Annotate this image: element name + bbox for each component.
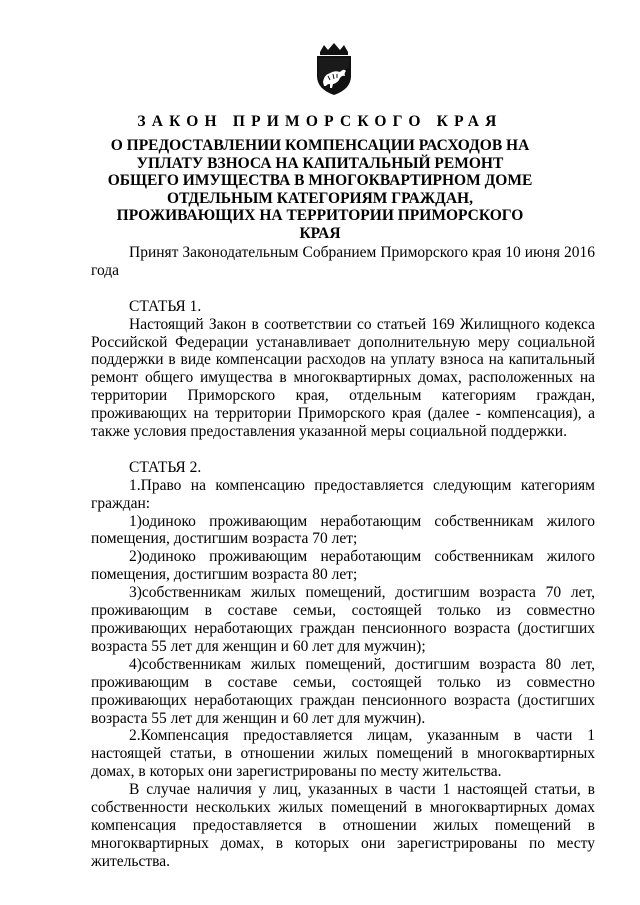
document-body <box>91 244 595 871</box>
article-2-item-4: 4)собственникам жилых помещений, достигшим возраста 80 лет, проживающим в составе семьи, состоящей только из совместно проживающих неработающих граждан пенсионного возраста (достигших возраста 55 лет для женщин и 60 лет для мужчин). <box>91 655 595 727</box>
article-2-heading: СТАТЬЯ 2. <box>129 458 202 476</box>
article-2-item-2: 2)одиноко проживающим неработающим собственникам жилого помещения, достигшим возраста 80 лет; <box>91 548 595 584</box>
article-1-text: Настоящий Закон в соответствии со статьей 169 Жилищного кодекса Российской Федерации устанавливает дополнительную меру социальной поддержки в виде компенсации расходов на уплату взноса на капитальный ремонт общего имущества в многоквартирных домах, расположенных на территории Приморского края, отдельным категориям граждан, проживающих на территории Приморского края (далее - компенсация), а также условия предоставления указанной меры социальной поддержки. <box>91 315 595 441</box>
article-1-heading: СТАТЬЯ 1. <box>129 297 202 315</box>
article-2-part-2-extra: В случае наличия у лиц, указанных в части 1 настоящей статьи, в собственности нескольких жилых помещений в многоквартирных домах компенсация предоставляется в отношении жилых помещений в многоквартирных домах, в которых они зарегистрированы по месту жительства. <box>91 781 595 870</box>
adoption-note: Принят Законодательным Собранием Приморского края 10 июня 2016 года <box>91 244 595 279</box>
article-2-part-2: 2.Компенсация предоставляется лицам, указанным в части 1 настоящей статьи, в отношении жилых помещений в многоквартирных домах, в которых они зарегистрированы по месту жительства. <box>91 727 595 781</box>
article-2-item-3: 3)собственникам жилых помещений, достигшим возраста 70 лет, проживающим в составе семьи, состоящей только из совместно проживающих неработающих граждан пенсионного возраста (достигших возраста 55 лет для женщин и 60 лет для мужчин); <box>91 584 595 655</box>
law-subtitle: О ПРЕДОСТАВЛЕНИИ КОМПЕНСАЦИИ РАСХОДОВ НА УПЛАТУ ВЗНОСА НА КАПИТАЛЬНЫЙ РЕМОНТ ОБЩЕГО ИМУЩЕСТВА В МНОГОКВАРТИРНОМ ДОМЕ ОТДЕЛЬНЫМ КАТЕГОРИЯМ ГРАЖДАН, ПРОЖИВАЮЩИХ НА ТЕРРИТОРИИ ПРИМОРСКОГО КРАЯ <box>107 137 533 242</box>
coat-of-arms-icon <box>311 42 357 96</box>
article-2-item-1: 1)одиноко проживающим неработающим собственникам жилого помещения, достигшим возраста 70 лет; <box>91 512 595 548</box>
article-2-part-1-intro: 1.Право на компенсацию предоставляется следующим категориям граждан: <box>91 476 595 512</box>
law-title: ЗАКОН ПРИМОРСКОГО КРАЯ <box>137 113 503 130</box>
